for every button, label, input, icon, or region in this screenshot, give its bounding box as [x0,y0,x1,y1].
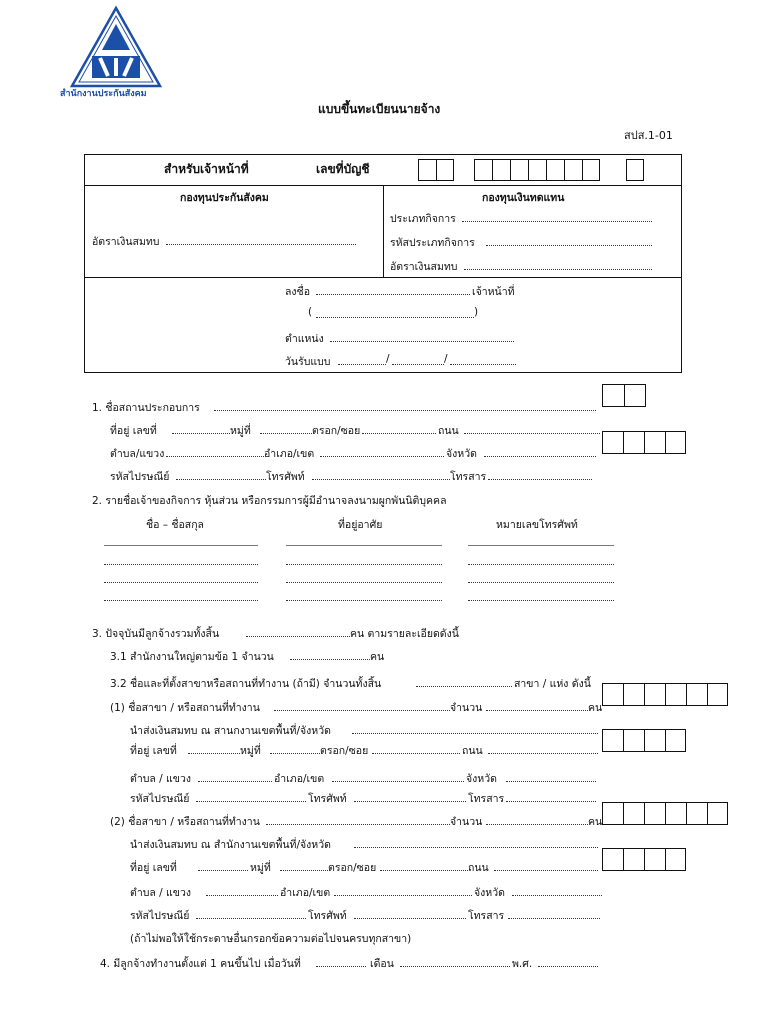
b2-province-field[interactable] [512,895,602,896]
b1-phone-label: โทรศัพท์ [308,793,347,805]
b1-remit-label: นำส่งเงินสมทบ ณ สานกงานเขตพื้นที่/จังหวัด [130,725,331,737]
s1-tambon-field[interactable] [166,456,264,457]
s2-col-name: ชื่อ – ชื่อสกุล [146,519,204,531]
s2-name-line[interactable] [104,545,258,546]
position-label: ตำแหน่ง [285,333,324,345]
b2-road-field[interactable] [494,870,598,871]
s1-province-label: จังหวัด [446,448,477,460]
contribution-rate-label-2: อัตราเงินสมทบ [390,261,458,273]
s1-province-field[interactable] [484,456,596,457]
b1-province-label: จังหวัด [466,773,497,785]
b1-soi-label: ตรอก/ซอย [320,745,369,757]
s2-phone-line[interactable] [468,545,614,546]
b1-postcode-field[interactable] [196,801,306,802]
received-year-field[interactable] [450,364,516,365]
date-slash: / [444,353,448,365]
b1-amphoe-field[interactable] [332,781,464,782]
s1-phone-field[interactable] [312,479,450,480]
b1-fax-label: โทรสาร [468,793,505,805]
b1-address-label: ที่อยู่ เลขที่ [130,745,177,757]
s1-moo-field[interactable] [260,433,312,434]
social-security-fund-heading: กองทุนประกันสังคม [180,192,269,204]
s4-month-label: เดือน [370,958,394,970]
s1-postcode-field[interactable] [176,479,266,480]
s1-amphoe-label: อำเภอ/เขต [264,448,315,460]
b1-count-field[interactable] [486,710,588,711]
account-no-label: เลขที่บัญชี [316,162,370,176]
s2-name-line[interactable] [104,564,258,565]
b2-postcode-label: รหัสไปรษณีย์ [130,910,190,922]
b2-code-boxes[interactable] [602,802,728,825]
b1-road-label: ถนน [462,745,483,757]
s1-code-boxes[interactable] [602,384,646,407]
received-month-field[interactable] [392,364,444,365]
s32-code-boxes[interactable] [602,683,728,706]
s2-phone-line[interactable] [468,582,614,583]
form-code: สปส.1-01 [624,129,673,142]
b1-moo-label: หมู่ที่ [240,745,261,757]
b2-road-label: ถนน [468,862,489,874]
b2-tambon-label: ตำบล / แขวง [130,887,191,899]
divider [383,185,384,277]
b2-house-no-field[interactable] [198,870,248,871]
received-date-label: วันรับแบบ [285,356,331,368]
s4-month-field[interactable] [400,966,510,967]
b1-house-no-field[interactable] [188,753,240,754]
contribution-rate-field[interactable] [166,244,356,245]
s1-postcode-label: รหัสไปรษณีย์ [110,471,170,483]
business-code-label: รหัสประเภทกิจการ [390,237,475,249]
contribution-rate-label: อัตราเงินสมทบ [92,236,160,248]
s1-fax-field[interactable] [488,479,592,480]
b2-address-label: ที่อยู่ เลขที่ [130,862,177,874]
b1-moo-field[interactable] [270,753,320,754]
position-field[interactable] [330,341,514,342]
officer-label: เจ้าหน้าที่ [472,286,515,298]
s2-address-line[interactable] [286,545,442,546]
s2-address-line[interactable] [286,600,442,601]
s31-count-field[interactable] [290,659,370,660]
s1-soi-label: ตรอก/ซอย [312,425,361,437]
b2-name-field[interactable] [266,824,450,825]
establishment-name-field[interactable] [214,410,596,411]
account-no-boxes-c[interactable] [626,159,644,181]
b2-province-label: จังหวัด [474,887,505,899]
b2-moo-label: หมู่ที่ [250,862,271,874]
contribution-rate-field-2[interactable] [464,269,652,270]
s2-label: 2. รายชื่อเจ้าของกิจการ หุ้นส่วน หรือกรรมการผู้มีอำนาจลงนามผูกพันนิติบุคคล [92,495,447,507]
received-day-field[interactable] [338,364,386,365]
s3-label: 3. ปัจจุบันมีลูกจ้างรวมทั้งสิ้น [92,628,220,640]
date-slash: / [386,353,390,365]
b2-fax-label: โทรสาร [468,910,505,922]
s2-address-line[interactable] [286,564,442,565]
b2-amphoe-label: อำเภอ/เขต [280,887,331,899]
b2-soi-field[interactable] [380,870,468,871]
b2-remit-label: นำส่งเงินสมทบ ณ สำนักงานเขตพื้นที่/จังหวัด [130,839,331,851]
name-paren-close: ) [474,306,479,318]
b2-amphoe-field[interactable] [334,895,472,896]
account-no-boxes-b[interactable] [474,159,600,181]
s1-house-no-field[interactable] [172,433,230,434]
b1-road-field[interactable] [488,753,598,754]
b2-soi-label: ตรอก/ซอย [328,862,377,874]
b1-unit: คน [588,702,603,714]
s31-label: 3.1 สำนักงานใหญ่ตามข้อ 1 จำนวน [110,651,274,663]
s1-phone-label: โทรศัพท์ [266,471,305,483]
b2-tambon-field[interactable] [206,895,278,896]
b1-fax-field[interactable] [506,801,596,802]
b1-postcode-label: รหัสไปรษณีย์ [130,793,190,805]
s1-address-label: ที่อยู่ เลขที่ [110,425,157,437]
s2-name-line[interactable] [104,582,258,583]
b1-soi-field[interactable] [372,753,460,754]
s2-address-line[interactable] [286,582,442,583]
b2-moo-field[interactable] [280,870,328,871]
b1-tambon-field[interactable] [198,781,272,782]
b2-postcode-boxes[interactable] [602,848,686,871]
business-type-field[interactable] [462,221,652,222]
s1-fax-label: โทรสาร [450,471,487,483]
b2-unit: คน [588,816,603,828]
s2-phone-line[interactable] [468,600,614,601]
b1-count-label: จำนวน [450,702,483,714]
s4-year-label: พ.ศ. [512,958,533,970]
s3-note: (ถ้าไม่พอให้ใช้กระดาษอื่นกรอกข้อความต่อไปจนครบทุกสาขา) [130,933,412,945]
officer-name-field[interactable] [316,317,474,318]
b1-phone-field[interactable] [354,801,466,802]
s1-road-field[interactable] [464,433,600,434]
s1-moo-label: หมู่ที่ [230,425,251,437]
s4-year-field[interactable] [538,966,598,967]
s1-soi-field[interactable] [362,433,436,434]
s32-unit: สาขา / แห่ง ดังนี้ [514,678,591,690]
s3-label-suffix: คน ตามรายละเอียดดังนี้ [350,628,459,640]
name-paren-open: ( [308,306,313,318]
sso-logo [68,6,164,90]
logo-org-name: สำนักงานประกันสังคม [60,89,147,99]
sign-field[interactable] [316,294,470,295]
b1-province-field[interactable] [506,781,596,782]
b1-name-field[interactable] [274,710,450,711]
s1-amphoe-field[interactable] [320,456,444,457]
b1-postcode-boxes[interactable] [602,729,686,752]
s2-phone-line[interactable] [468,564,614,565]
s1-road-label: ถนน [438,425,459,437]
b2-remit-field[interactable] [354,847,598,848]
b1-label: (1) ชื่อสาขา / หรือสถานที่ทำงาน [110,702,260,714]
compensation-fund-heading: กองทุนเงินทดแทน [482,192,565,204]
b2-label: (2) ชื่อสาขา / หรือสถานที่ทำงาน [110,816,260,828]
divider [84,277,682,278]
b1-amphoe-label: อำเภอ/เขต [274,773,325,785]
s1-postcode-boxes[interactable] [602,431,686,454]
b2-phone-field[interactable] [354,918,466,919]
b2-count-label: จำนวน [450,816,483,828]
b2-postcode-field[interactable] [196,918,306,919]
s1-label: 1. ชื่อสถานประกอบการ [92,402,200,414]
sso-emblem-icon [68,6,164,90]
account-no-boxes-a[interactable] [418,159,454,181]
b1-tambon-label: ตำบล / แขวง [130,773,191,785]
sign-label: ลงชื่อ [285,286,310,298]
b1-remit-field[interactable] [352,733,598,734]
for-officer-label: สำหรับเจ้าหน้าที่ [164,162,249,176]
s3-total-employees-field[interactable] [246,636,350,637]
s2-col-address: ที่อยู่อาศัย [338,519,383,531]
b2-phone-label: โทรศัพท์ [308,910,347,922]
business-type-label: ประเภทกิจการ [390,213,456,225]
s1-tambon-label: ตำบล/แขวง [110,448,165,460]
form-title: แบบขึ้นทะเบียนนายจ้าง [318,102,441,116]
s2-name-line[interactable] [104,600,258,601]
b2-fax-field[interactable] [508,918,600,919]
b2-count-field[interactable] [486,824,588,825]
s32-count-field[interactable] [416,686,512,687]
s4-day-field[interactable] [316,966,366,967]
s4-label: 4. มีลูกจ้างทำงานตั้งแต่ 1 คนขึ้นไป เมื่อวันที่ [100,958,301,970]
s32-label: 3.2 ชื่อและที่ตั้งสาขาหรือสถานที่ทำงาน (ถ้ามี) จำนวนทั้งสิ้น [110,678,382,690]
s31-unit: คน [370,651,385,663]
business-code-field[interactable] [486,245,652,246]
s2-col-phone: หมายเลขโทรศัพท์ [496,519,578,531]
